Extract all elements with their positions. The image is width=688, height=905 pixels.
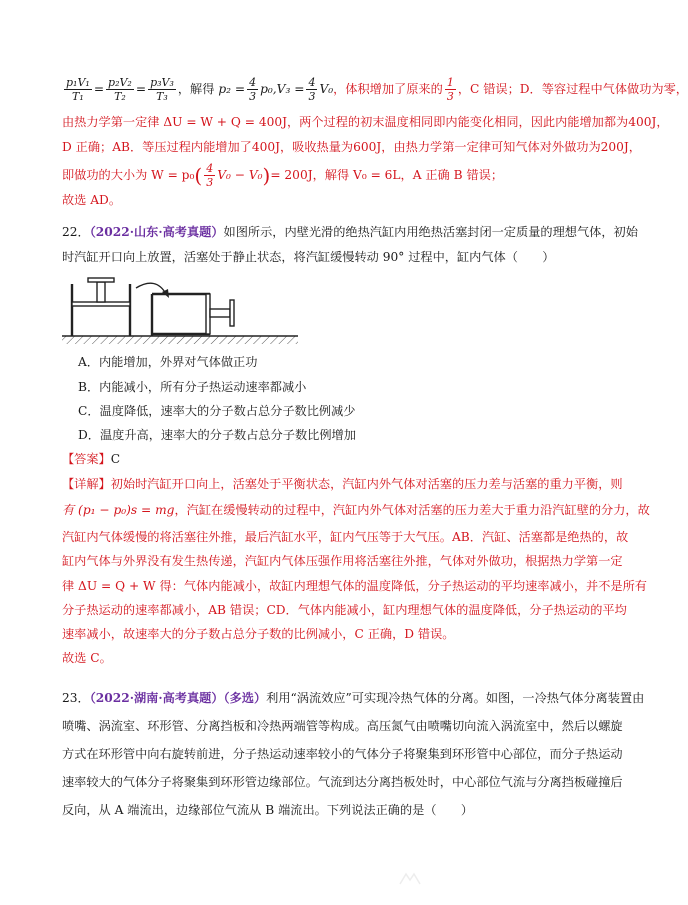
detail-tag: 【详解】	[62, 477, 111, 491]
q22-stem-line-1	[62, 222, 638, 242]
q22-conclusion: 故选 C。	[62, 651, 112, 665]
frac-den: T₁	[72, 90, 84, 103]
solution-line-4: 即做功的大小为 W = p₀( $\frac{4}{3}$ V₀ − V₀)= 200J，解得 V₀ = 6L，A 正确 B 错误；	[62, 162, 504, 189]
v0-expr: V₀	[319, 82, 334, 96]
q22-detail-line-2	[62, 500, 650, 520]
fraction-four-thirds	[247, 76, 258, 103]
frac-num: p₂V₂	[108, 76, 132, 89]
frac-num: p₃V₃	[150, 76, 174, 89]
question-number: 23．	[62, 691, 90, 705]
option-text: 内能增加，外界对气体做正功	[99, 355, 258, 369]
upright-cylinder	[72, 278, 130, 336]
option-text: 温度降低，速率大的分子数占总分子数比例减少	[99, 404, 356, 418]
q22-detail-line-3: 汽缸内气体缓慢的将活塞往外推，最后汽缸水平，缸内气压等于大气压。AB．汽缸、活塞都是绝热的，故	[62, 530, 629, 544]
frac-num: 4	[308, 76, 316, 89]
fraction-p3v3-t3	[148, 76, 176, 103]
c-wrong-text: ，C 错误；D．等容过程中气体做功为零，	[457, 82, 688, 96]
ground-hatch	[62, 336, 298, 344]
horizontal-cylinder	[152, 294, 234, 336]
frac-num: p₁V₁	[66, 76, 90, 89]
option-label: A．	[78, 355, 99, 369]
option-text: 内能减小，所有分子热运动速率都减小	[99, 380, 307, 394]
frac-den: 3	[249, 90, 257, 103]
solve-prefix: ，解得	[177, 82, 215, 96]
q22-answer	[62, 449, 622, 469]
solution-line-2: 由热力学第一定律 ΔU = W + Q = 400J，两个过程的初末温度相同即内能变化相同，因此内能增加都为400J，	[62, 115, 669, 129]
fraction-one-third	[445, 76, 456, 103]
q23-stem-line-1	[62, 688, 645, 708]
frac-num: 4	[206, 162, 214, 175]
q22-detail-line-1	[62, 474, 622, 494]
question-source: （2022·湖南·高考真题）（多选）	[89, 691, 267, 705]
frac-den: 3	[308, 90, 316, 103]
pressure-balance-formula: 有 (p₁ − p₀)s = mg	[62, 503, 175, 517]
question-stem: 利用“涡流效应”可实现冷热气体的分离。如图，一冷热气体分离装置由	[266, 691, 645, 705]
q22-detail-line-7: 速率减小，故速率大的分子数占总分子数的比例减小，C 正确，D 错误。	[62, 627, 455, 641]
fraction-p1v1-t1	[64, 76, 92, 103]
option-label: D．	[78, 428, 100, 442]
p2-expr: p₂ =	[218, 82, 246, 96]
frac-num: 1	[446, 76, 454, 89]
answer-tag: 【答案】	[62, 452, 111, 466]
cylinder-rotation-diagram	[58, 276, 308, 348]
work-result: = 200J，解得 V₀ = 6L，A 正确 B 错误；	[270, 168, 504, 182]
option-label: B．	[78, 380, 100, 394]
frac-den: T₂	[114, 90, 126, 103]
q22-option-d[interactable]	[78, 425, 356, 445]
fraction-four-thirds-work	[204, 162, 215, 189]
option-text: 温度升高，速率大的分子数占总分子数比例增加	[99, 428, 356, 442]
question-number: 22．	[62, 225, 90, 239]
detail-text: ，汽缸在缓慢转动的过程中，汽缸内外气体对活塞的压力差大于重力沿汽缸壁的分力，故	[174, 503, 650, 517]
watermark-logo-icon	[398, 872, 422, 886]
option-label: C．	[78, 404, 100, 418]
frac-num: 4	[249, 76, 257, 89]
fraction-p2v2-t2	[106, 76, 134, 103]
frac-den: 3	[206, 176, 214, 189]
q22-option-a[interactable]	[78, 352, 257, 372]
question-source: （2022·山东·高考真题）	[89, 225, 224, 239]
q22-detail-line-5: 律 ΔU = Q + W 得：气体内能减小，故缸内理想气体的温度降低，分子热运动的平均速率减小，并不是所有	[62, 579, 647, 593]
q22-option-b[interactable]	[78, 377, 306, 397]
rotation-arrow-icon	[136, 283, 166, 294]
q22-option-c[interactable]	[78, 401, 355, 421]
solution-formula-line: $\frac{\text{p₁V₁}}{\text{T₁}}$ = $\frac{\text{p₂V₂}}{\text{T₂}}$ = $\frac{\text{p₃V₃}}{\text{T₃}}$ ，解得 p₂ = $\frac{4}{3}$ p₀,V₃ = $\frac{4}{3}$ V₀，体积增加了原来的 $\frac{1}{3}$ ，C 错误；D．等容过程中气体做功为零，	[66, 76, 688, 103]
frac-den: T₃	[156, 90, 168, 103]
volume-increase-text: ，体积增加了原来的	[333, 82, 443, 96]
solution-conclusion: 故选 AD。	[62, 193, 122, 207]
detail-text: 初始时汽缸开口向上，活塞处于平衡状态，汽缸内外气体对活塞的压力差与活塞的重力平衡，则	[110, 477, 623, 491]
fraction-four-thirds-v	[306, 76, 317, 103]
question-stem: 如图所示，内壁光滑的绝热汽缸内用绝热活塞封闭一定质量的理想气体，初始	[223, 225, 638, 239]
q23-stem-line-3: 方式在环形管中向右旋转前进，分子热运动速率较小的气体分子将聚集到环形管中心部位，而分子热运动	[62, 747, 623, 761]
q23-stem-line-5: 反向，从 A 端流出，边缘部位气流从 B 端流出。下列说法正确的是（ ）	[62, 803, 474, 817]
q22-detail-line-6: 分子热运动的速率都减小，AB 错误；CD．气体内能减小，缸内理想气体的温度降低，分子热运动的平均	[62, 603, 627, 617]
v-diff: V₀ − V₀	[217, 168, 263, 182]
q23-stem-line-2: 喷嘴、涡流室、环形管、分离挡板和冷热两端管等构成。高压氮气由喷嘴切向流入涡流室中，然后以螺旋	[62, 719, 623, 733]
work-expr: 即做功的大小为 W = p₀	[62, 168, 195, 182]
p0-v3-expr: p₀,V₃ =	[260, 82, 305, 96]
q22-detail-line-4: 缸内气体与外界没有发生热传递，汽缸内气体压强作用将活塞往外推，气体对外做功，根据热力学第一定	[62, 554, 623, 568]
answer-value: C	[110, 452, 121, 466]
q23-stem-line-4: 速率较大的气体分子将聚集到环形管边缘部位。气流到达分离挡板处时，中心部位气流与分离挡板碰撞后	[62, 775, 623, 789]
q22-stem-line-2: 时汽缸开口向上放置，活塞处于静止状态，将汽缸缓慢转动 90° 过程中，缸内气体（ ）	[62, 250, 555, 264]
frac-den: 3	[446, 90, 454, 103]
solution-line-3: D 正确；AB．等压过程内能增加了400J，吸收热量为600J，由热力学第一定律可知气体对外做功为200J，	[62, 140, 641, 154]
